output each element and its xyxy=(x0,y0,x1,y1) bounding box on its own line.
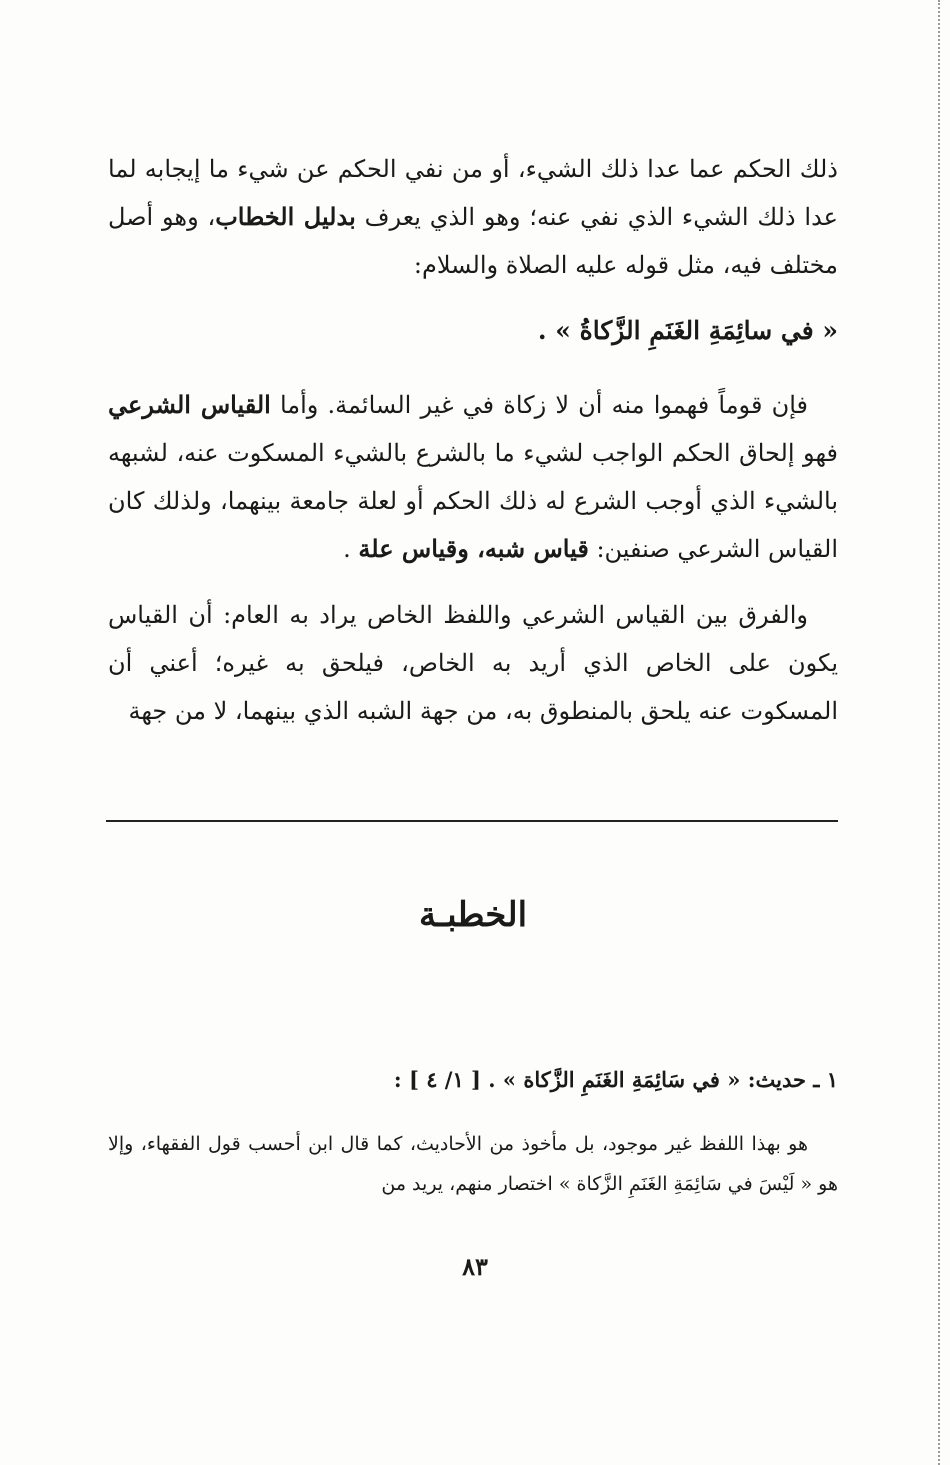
paragraph-1-text-a: ذلك الحكم عما عدا ذلك الشيء، أو من نفي الحكم عن شيء ما إيجابه لما عدا ذلك الشيء الذي نفي عنه؛ وهو الذي يعرف xyxy=(108,155,838,231)
paragraph-2-text-a: فإن قوماً فهموا منه أن لا زكاة في غير السائمة. وأما xyxy=(270,391,808,419)
paragraph-2 xyxy=(108,381,838,573)
main-text xyxy=(108,145,838,735)
term-qiyas-shari: القياس الشرعي xyxy=(108,390,271,419)
term-qiyas-types: قياس شبه، وقياس علة xyxy=(358,534,589,563)
paragraph-2-text-c: . xyxy=(343,535,359,563)
page-edge-rule xyxy=(938,0,940,1465)
paragraph-2-text-b: فهو إلحاق الحكم الواجب لشيء ما بالشرع بالشيء المسكوت عنه، لشبهه بالشيء الذي أوجب الشرع له ذلك الحكم أو لعلة جامعة بينهما، ولذلك كان القياس الشرعي صنفين: xyxy=(108,439,838,563)
footnote-body: هو بهذا اللفظ غير موجود، بل مأخوذ من الأحاديث، كما قال ابن أحسب قول الفقهاء، وإلا هو « لَيْسَ في سَائِمَةِ الغَنَمِ الزَّكاة » اختصار منهم، يريد من xyxy=(108,1133,838,1195)
paragraph-1 xyxy=(108,145,838,289)
section-divider xyxy=(106,820,838,822)
footnote-heading: ١ ـ حديث: « في سَائِمَةِ الغَنَمِ الزَّكاة » . [ ١/ ٤ ] : xyxy=(393,1067,838,1092)
term-dalil-al-khitab: بدليل الخطاب xyxy=(215,202,356,231)
paragraph-3 xyxy=(108,591,838,735)
hadith-quote: « في سائِمَةِ الغَنَمِ الزَّكاةُ » . xyxy=(537,316,838,345)
section-title: الخطبـة xyxy=(418,895,528,935)
page-number: ٨٣ xyxy=(462,1252,488,1281)
footnote xyxy=(108,1060,838,1204)
paragraph-1-text-b: ، وهو أصل مختلف فيه، مثل قوله عليه الصلاة والسلام: xyxy=(108,203,838,279)
paragraph-3-text: والفرق بين القياس الشرعي واللفظ الخاص يراد به العام: أن القياس يكون على الخاص الذي أريد به الخاص، فيلحق به غيره؛ أعني أن المسكوت عنه يلحق بالمنطوق به، من جهة الشبه الذي بينهما، لا من جهة xyxy=(108,601,838,725)
